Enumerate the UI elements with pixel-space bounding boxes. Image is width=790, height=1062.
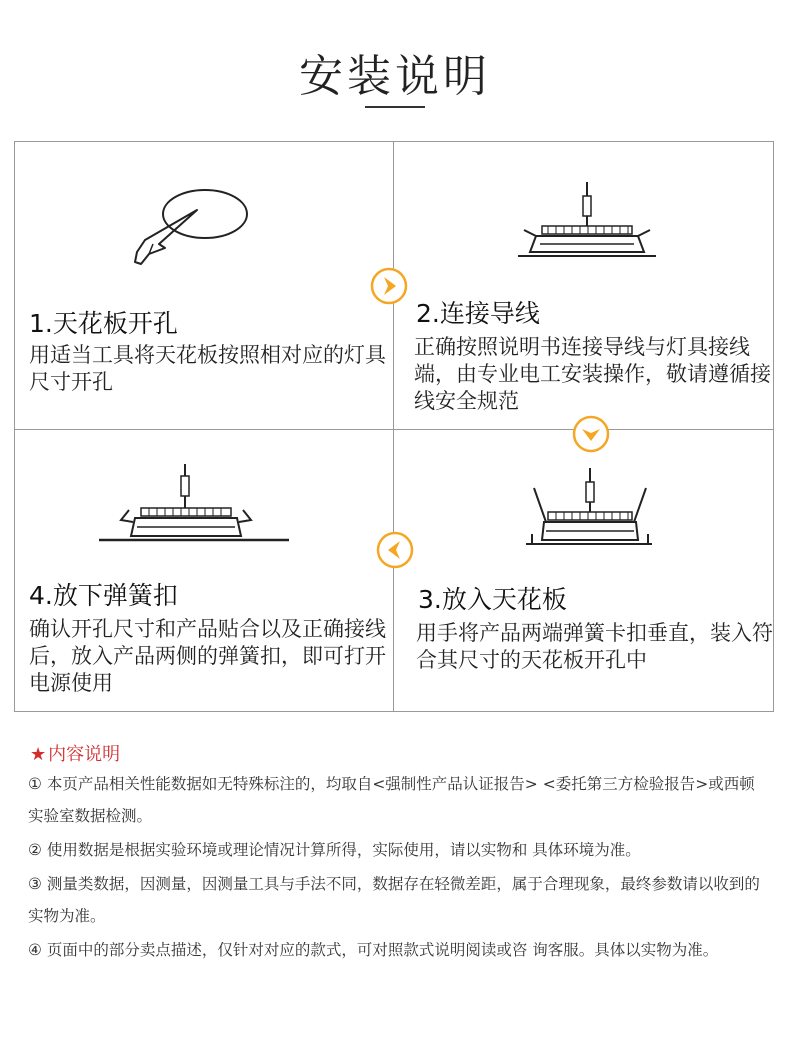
star-icon: ★ [30, 744, 47, 765]
step-1-title: 1.天花板开孔 [29, 309, 178, 338]
step-3-title: 3.放入天花板 [418, 585, 567, 614]
note-item: ① 本页产品相关性能数据如无特殊标注的，均取自<强制性产品认证报告> <委托第三方检验报告>或西顿实验室数据检测。 [28, 775, 755, 825]
step-1-desc: 用适当工具将天花板按照相对应的灯具尺寸开孔 [29, 343, 386, 394]
step-3-desc: 用手将产品两端弹簧卡扣垂直，装入符合其尺寸的天花板开孔中 [416, 621, 773, 672]
lamp-clips-down-icon [99, 464, 289, 554]
step-4-cell [15, 430, 393, 712]
notes-heading [30, 740, 120, 766]
knife-cutting-hole-icon [125, 182, 255, 272]
step-4-desc: 确认开孔尺寸和产品贴合以及正确接线后，放入产品两侧的弹簧扣，即可打开电源使用 [29, 617, 386, 695]
arrow-down-icon [572, 415, 610, 453]
note-item: ③ 测量类数据，因测量，因测量工具与手法不同，数据存在轻微差距，属于合理现象，最终参数请以收到的实物为准。 [28, 875, 760, 925]
lamp-wiring-icon [512, 182, 662, 267]
notes-heading-label: 内容说明 [48, 744, 121, 765]
install-steps-grid [14, 141, 774, 712]
lamp-insert-icon [524, 468, 654, 558]
arrow-left-icon [376, 531, 414, 569]
note-item: ② 使用数据是根据实验环境或理论情况计算所得，实际使用，请以实物和 具体环境为准。 [28, 841, 641, 859]
note-item: ④ 页面中的部分卖点描述，仅针对对应的款式，可对照款式说明阅读或咨 询客服。具体以实物为准。 [28, 941, 719, 959]
step-1-cell [15, 142, 393, 429]
step-2-desc: 正确按照说明书连接导线与灯具接线端，由专业电工安装操作，敬请遵循接线安全规范 [414, 335, 771, 413]
page-title: 安装说明 [299, 51, 491, 102]
title-underline [365, 106, 425, 108]
step-3-cell [394, 430, 774, 712]
step-4-title: 4.放下弹簧扣 [29, 581, 178, 610]
arrow-right-icon [370, 267, 408, 305]
step-2-cell [394, 142, 774, 429]
step-2-title: 2.连接导线 [416, 299, 540, 328]
